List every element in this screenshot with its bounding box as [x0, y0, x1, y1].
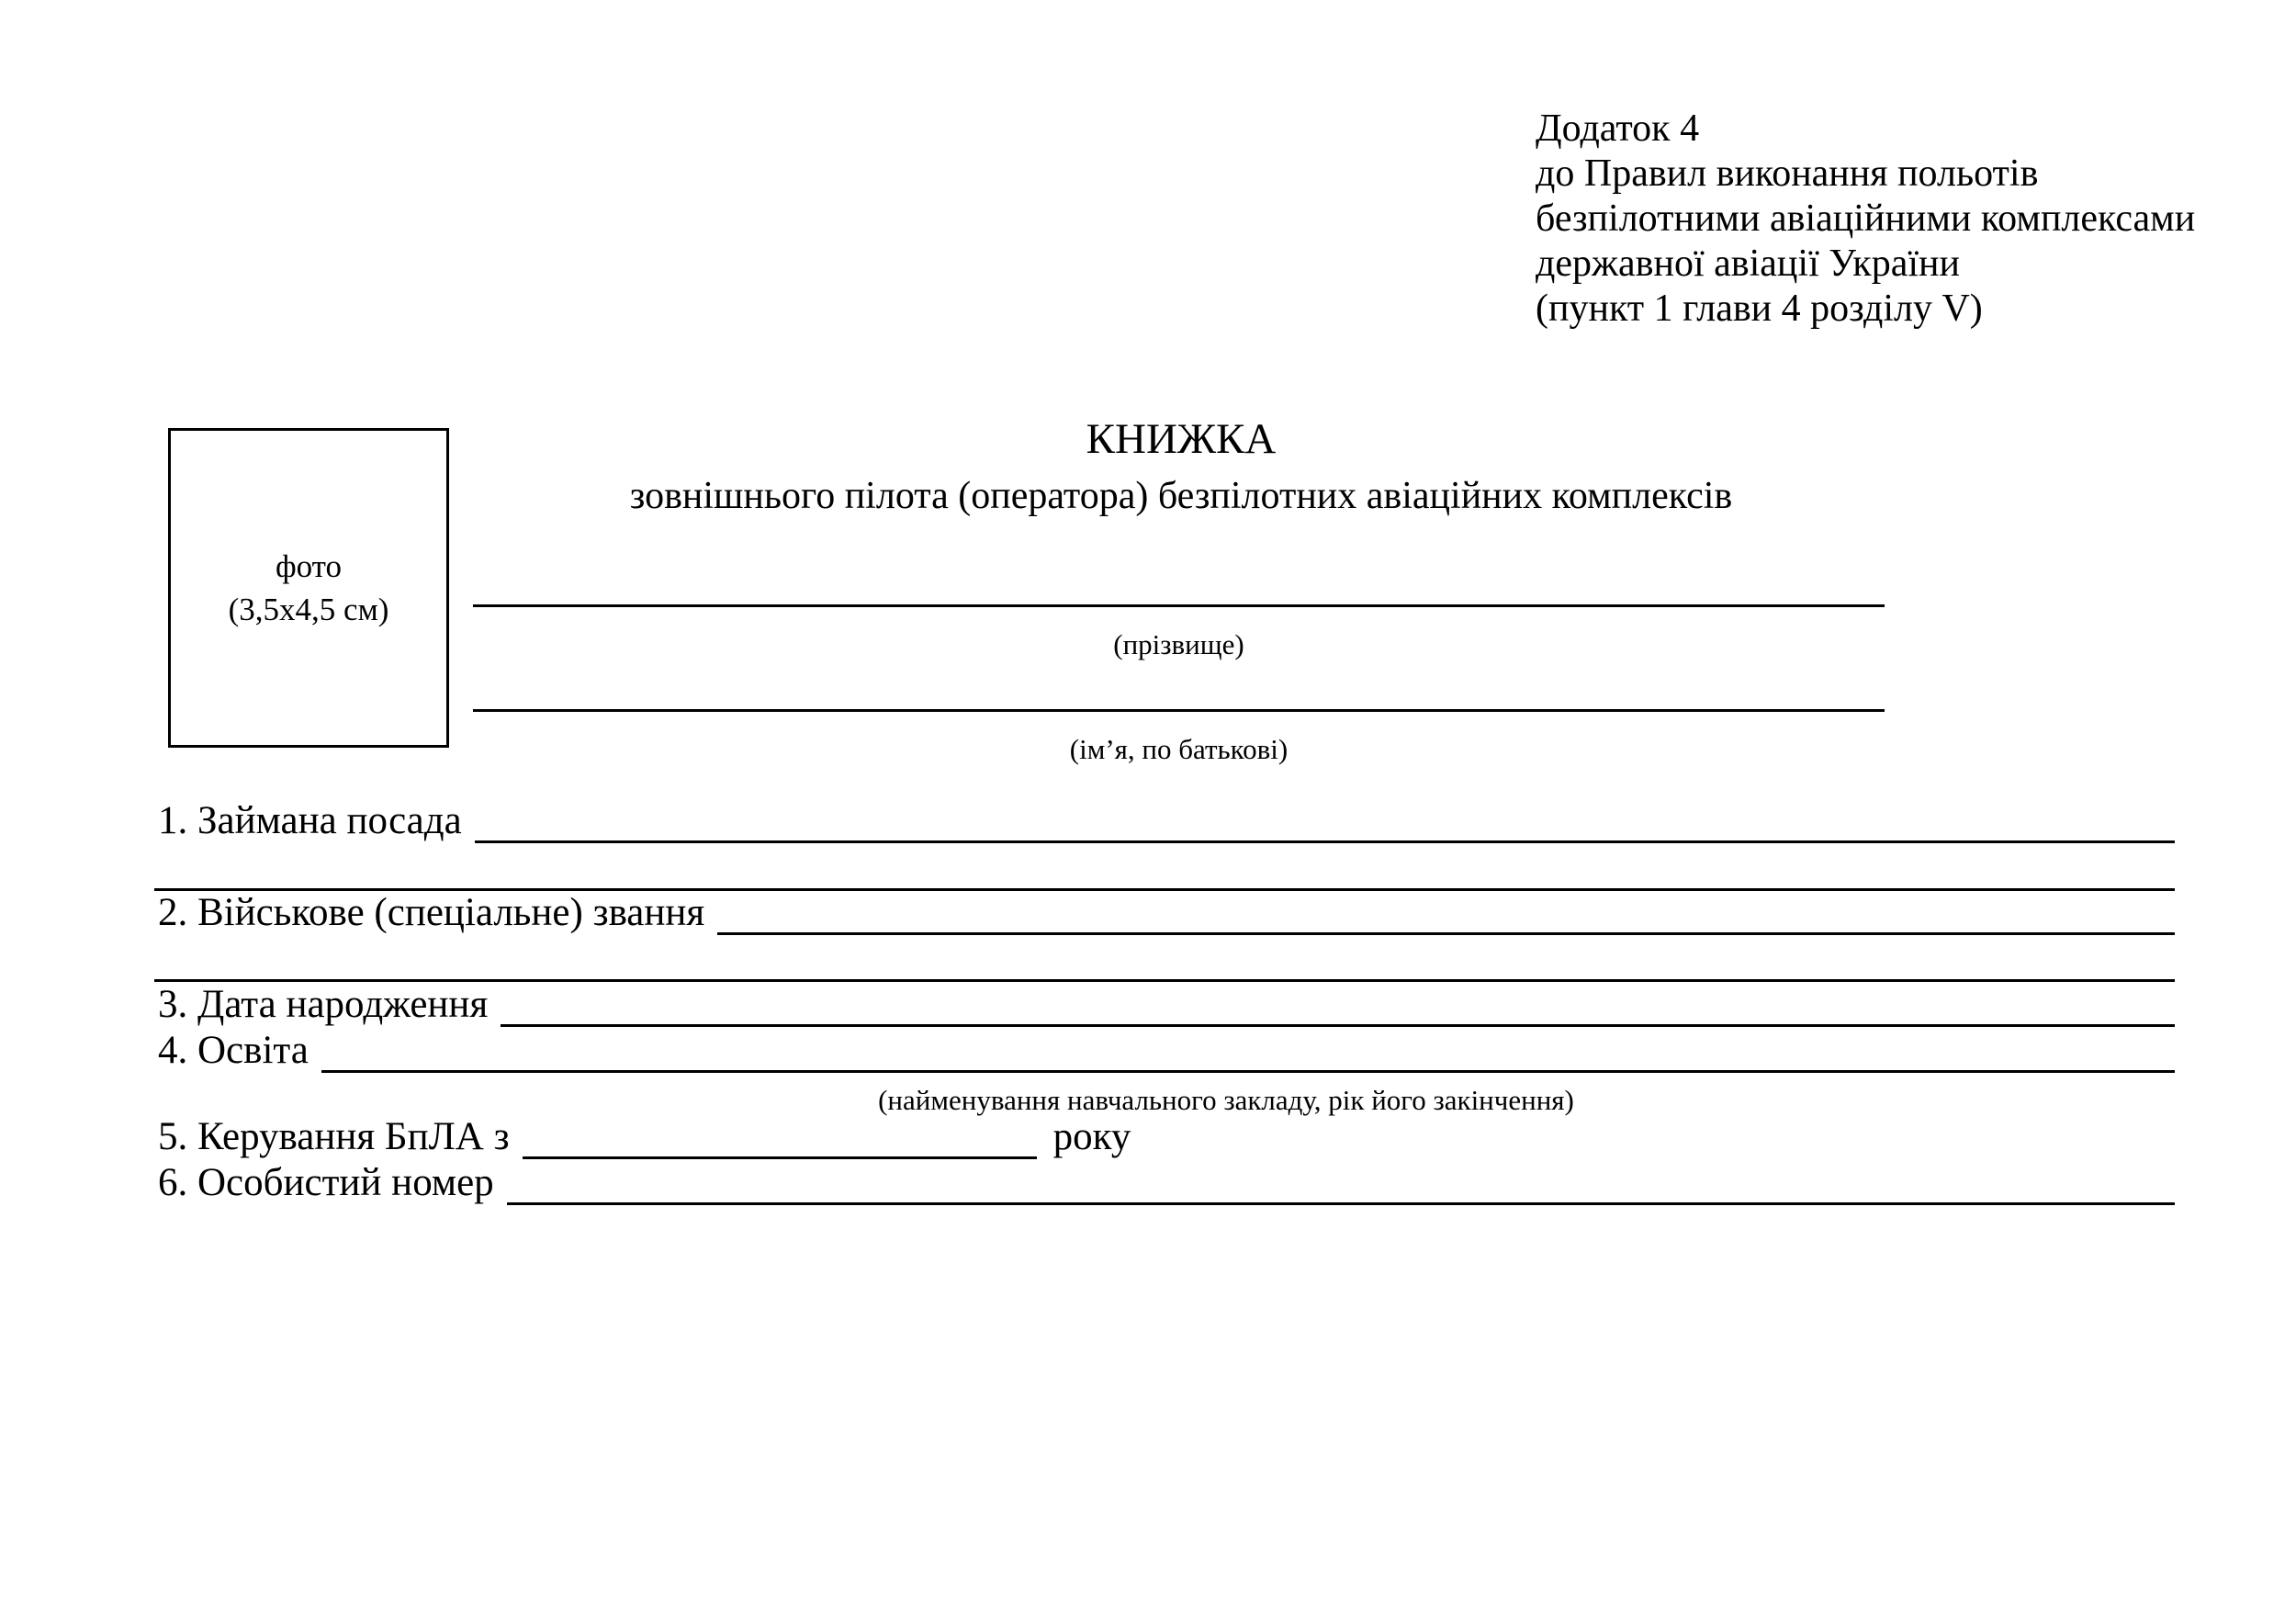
surname-field-line	[473, 604, 1885, 607]
form-item-suffix: року	[1052, 1115, 1131, 1158]
form-item-label: 1. Займана посада	[158, 799, 462, 842]
photo-label: фото	[275, 548, 343, 584]
form-item-label: 4. Освіта	[158, 1029, 309, 1072]
fill-line	[523, 1112, 1037, 1159]
form-item-personal-number	[158, 1161, 2175, 1205]
surname-caption: (прізвище)	[1113, 628, 1244, 660]
title-block	[66, 415, 2296, 518]
form-item-label: 5. Керування БпЛА з	[158, 1115, 510, 1158]
document-subtitle: зовнішнього пілота (оператора) безпілотних авіаційних комплексів	[629, 475, 1733, 517]
form-item-position	[158, 799, 2175, 843]
fill-line	[475, 796, 2175, 843]
photo-size-label: (3,5х4,5 см)	[228, 592, 389, 627]
reference-line: державної авіації України	[1536, 242, 1960, 285]
given-name-field-line	[473, 709, 1885, 712]
reference-line: до Правил виконання польотів	[1536, 152, 2039, 195]
reference-line: (пункт 1 глави 4 розділу V)	[1536, 288, 1983, 330]
form-item-education	[158, 1029, 2175, 1073]
form-item-label: 6. Особистий номер	[158, 1161, 494, 1204]
given-name-caption: (ім’я, по батькові)	[1069, 733, 1289, 765]
fill-line	[321, 1026, 2175, 1073]
appendix-reference-block	[1536, 107, 2195, 332]
form-item-birth-date	[158, 983, 2175, 1027]
document-title: КНИЖКА	[1086, 415, 1277, 463]
fill-line	[507, 1158, 2175, 1205]
reference-line: безпілотними авіаційними комплексами	[1536, 197, 2196, 240]
reference-line: Додаток 4	[1536, 107, 1700, 150]
fill-line	[501, 980, 2175, 1027]
form-item-uav-since	[158, 1115, 1131, 1159]
form-item-label: 3. Дата народження	[158, 983, 489, 1026]
form-item-label: 2. Військове (спеціальне) звання	[158, 891, 705, 934]
form-item-rank	[158, 891, 2175, 935]
education-caption: (найменування навчального закладу, рік його закінчення)	[878, 1084, 1574, 1116]
fill-line	[717, 888, 2175, 935]
